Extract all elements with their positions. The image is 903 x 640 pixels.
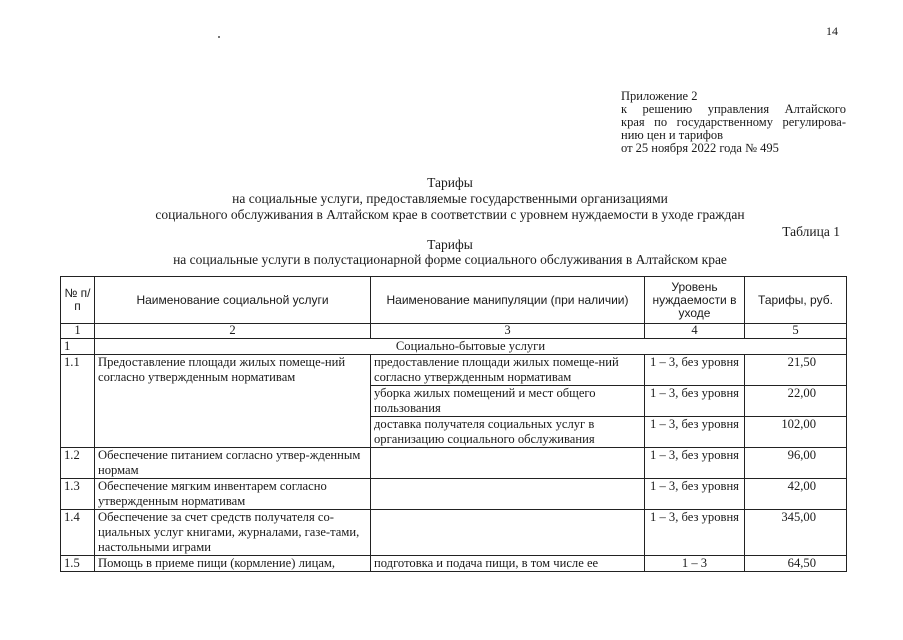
tariff-value: 96,00 (745, 448, 847, 479)
row-number: 1.1 (61, 355, 95, 448)
tariff-value: 345,00 (745, 510, 847, 556)
service-name: Обеспечение за счет средств получателя со-циальных услуг книгами, журналами, газе-тами, настольными играми (95, 510, 371, 556)
header-num: № п/п (61, 277, 95, 324)
service-name: Предоставление площади жилых помеще-ний согласно утвержденным нормативам (95, 355, 371, 448)
care-level: 1 – 3, без уровня (645, 448, 745, 479)
manipulation-name: подготовка и подача пищи, в том числе ее (371, 556, 645, 572)
row-number: 1.2 (61, 448, 95, 479)
manipulation-name (371, 510, 645, 556)
scan-speck (218, 36, 220, 38)
tariff-value: 22,00 (745, 386, 847, 417)
appendix-line-4: нию цен и тарифов (621, 128, 724, 142)
page-number: 14 (826, 24, 838, 38)
appendix-header (621, 90, 846, 155)
table-row (61, 556, 847, 572)
care-level: 1 – 3, без уровня (645, 417, 745, 448)
manipulation-name: доставка получателя социальных услуг в организацию социального обслуживания (371, 417, 645, 448)
tariff-value: 64,50 (745, 556, 847, 572)
manipulation-name (371, 479, 645, 510)
row-number: 1.3 (61, 479, 95, 510)
header-level: Уровень нуждаемости в уходе (645, 277, 745, 324)
tariff-value: 102,00 (745, 417, 847, 448)
care-level: 1 – 3, без уровня (645, 510, 745, 556)
service-name: Обеспечение мягким инвентарем согласно утвержденным нормативам (95, 479, 371, 510)
table-row (61, 448, 847, 479)
tariff-value: 42,00 (745, 479, 847, 510)
appendix-line-2: к решению управления Алтайского (621, 102, 846, 116)
section-title: Социально-бытовые услуги (95, 339, 847, 355)
table-row (61, 355, 847, 386)
row-number: 1.4 (61, 510, 95, 556)
appendix-line-5: от 25 ноября 2022 года № 495 (621, 141, 779, 155)
column-number: 4 (645, 324, 745, 339)
header-service: Наименование социальной услуги (95, 277, 371, 324)
row-number: 1.5 (61, 556, 95, 572)
title-line-3: социального обслуживания в Алтайском крае в соответствии с уровнем нуждаемости в уходе граждан (155, 207, 745, 222)
section-number: 1 (61, 339, 95, 355)
table-row (61, 479, 847, 510)
manipulation-name (371, 448, 645, 479)
table-header-row (61, 277, 847, 324)
table-label: Таблица 1 (782, 224, 840, 239)
tariff-table (60, 276, 847, 572)
subtitle-line-2: на социальные услуги в полустационарной форме социального обслуживания в Алтайском крае (173, 252, 727, 267)
column-numbers-row (61, 324, 847, 339)
title-line-2: на социальные услуги, предоставляемые государственными организациями (232, 191, 668, 206)
care-level: 1 – 3, без уровня (645, 386, 745, 417)
title-line-1: Тарифы (427, 175, 473, 190)
care-level: 1 – 3 (645, 556, 745, 572)
column-number: 3 (371, 324, 645, 339)
service-name: Обеспечение питанием согласно утвер-жденным нормам (95, 448, 371, 479)
column-number: 1 (61, 324, 95, 339)
subtitle-line-1: Тарифы (427, 237, 473, 252)
table-title (60, 237, 840, 267)
header-tariff: Тарифы, руб. (745, 277, 847, 324)
section-row (61, 339, 847, 355)
service-name: Помощь в приеме пищи (кормление) лицам, (95, 556, 371, 572)
header-manipulation: Наименование манипуляции (при наличии) (371, 277, 645, 324)
table-row (61, 510, 847, 556)
column-number: 2 (95, 324, 371, 339)
appendix-line-3: края по государственному регулирова- (621, 115, 846, 129)
care-level: 1 – 3, без уровня (645, 355, 745, 386)
manipulation-name: предоставление площади жилых помеще-ний согласно утвержденным нормативам (371, 355, 645, 386)
manipulation-name: уборка жилых помещений и мест общего пользования (371, 386, 645, 417)
appendix-line-1: Приложение 2 (621, 89, 698, 103)
tariff-value: 21,50 (745, 355, 847, 386)
column-number: 5 (745, 324, 847, 339)
document-title (60, 175, 840, 223)
care-level: 1 – 3, без уровня (645, 479, 745, 510)
